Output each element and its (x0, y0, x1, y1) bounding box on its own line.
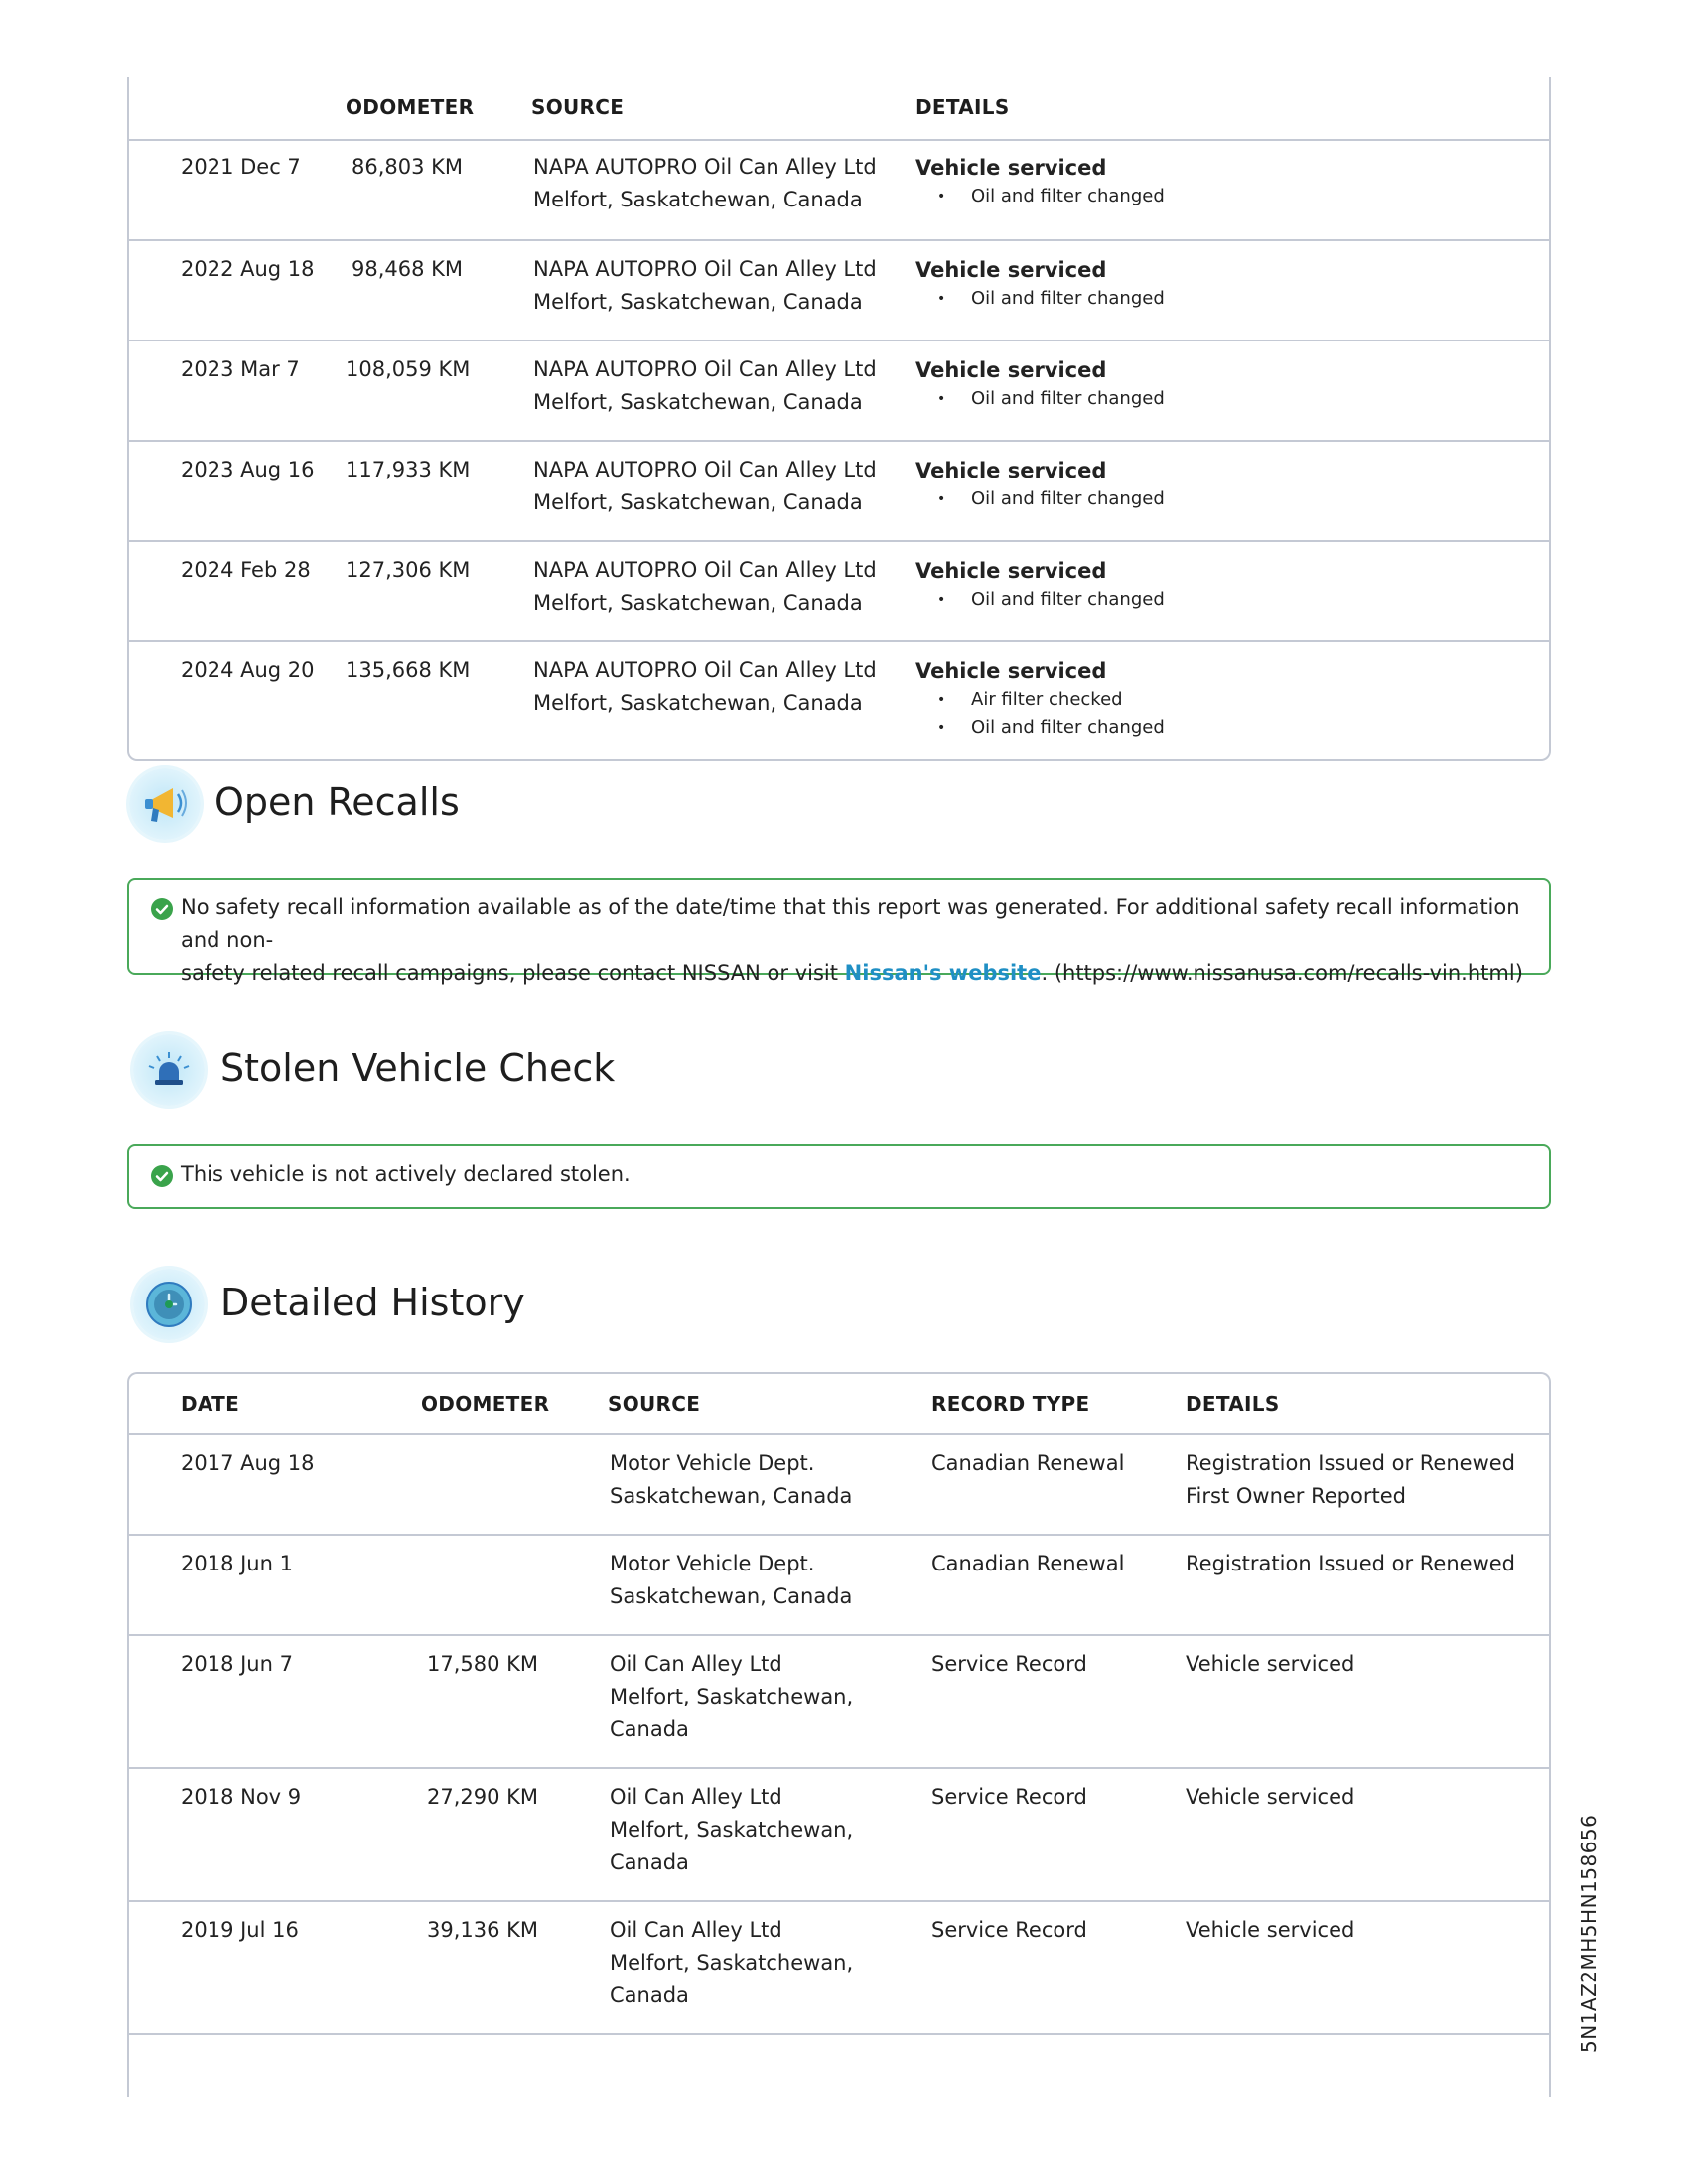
source-cell: Oil Can Alley Ltd Melfort, Saskatchewan, Canada (610, 1785, 854, 1874)
table-header (129, 77, 1549, 141)
stolen-check-title: Stolen Vehicle Check (220, 1046, 616, 1090)
details-header: DETAILS (915, 95, 1010, 119)
date-cell: 2024 Feb 28 (181, 558, 311, 582)
odometer-cell: 98,468 KM (352, 257, 464, 281)
recall-status-box (127, 878, 1551, 985)
date-cell: 2021 Dec 7 (181, 155, 301, 179)
detailed-history-table (127, 1372, 1551, 2097)
stolen-status-box (127, 1144, 1551, 1209)
recall-message: No safety recall information available as of the date/time that this report was generated. For additional safety recall information and non- safety related recall campaigns, please contact NISSAN or visit Nissan's website. (https://www.nissanusa.com/recalls-vin.html) (181, 895, 1523, 985)
date-cell: 2023 Aug 16 (181, 458, 315, 481)
detail-item: • Oil and filter changed (915, 485, 1165, 513)
table-row (129, 540, 1549, 642)
record-type-header: RECORD TYPE (931, 1392, 1090, 1416)
date-cell: 2019 Jul 16 (181, 1918, 299, 1942)
source-cell: NAPA AUTOPRO Oil Can Alley Ltd Melfort, Saskatchewan, Canada (533, 257, 877, 314)
record-type-cell: Canadian Renewal (931, 1451, 1125, 1475)
record-type-cell: Service Record (931, 1785, 1087, 1809)
megaphone-icon (129, 768, 201, 840)
odometer-cell: 17,580 KM (427, 1652, 539, 1676)
details-cell: Registration Issued or Renewed (1186, 1552, 1516, 1575)
date-cell: 2018 Jun 1 (181, 1552, 293, 1575)
detail-item: • Air filter checked (915, 686, 1165, 714)
details-cell (915, 355, 1165, 413)
odometer-cell: 117,933 KM (346, 458, 471, 481)
odometer-header: ODOMETER (346, 95, 475, 119)
details-cell (915, 456, 1165, 513)
date-cell: 2017 Aug 18 (181, 1451, 315, 1475)
table-row (129, 239, 1549, 341)
table-row (129, 440, 1549, 542)
odometer-cell: 27,290 KM (427, 1785, 539, 1809)
detail-item: • Oil and filter changed (915, 285, 1165, 313)
details-cell (915, 255, 1165, 313)
detail-title: Vehicle serviced (915, 459, 1107, 482)
source-header: SOURCE (608, 1392, 701, 1416)
table-row (129, 1900, 1549, 2035)
detail-item: • Oil and filter changed (915, 183, 1165, 210)
siren-icon (133, 1034, 205, 1106)
odometer-cell: 135,668 KM (346, 658, 471, 682)
details-cell (915, 153, 1165, 210)
date-cell: 2018 Nov 9 (181, 1785, 302, 1809)
vin-number: 5N1AZ2MH5HN158656 (1577, 1814, 1601, 2053)
check-circle-icon (151, 1165, 173, 1187)
source-cell: Oil Can Alley Ltd Melfort, Saskatchewan, Canada (610, 1652, 854, 1741)
source-cell: NAPA AUTOPRO Oil Can Alley Ltd Melfort, Saskatchewan, Canada (533, 155, 877, 211)
date-header: DATE (181, 1392, 240, 1416)
odometer-cell: 108,059 KM (346, 357, 471, 381)
stolen-message: This vehicle is not actively declared stolen. (181, 1162, 631, 1186)
detail-item: • Oil and filter changed (915, 586, 1165, 614)
odometer-header: ODOMETER (421, 1392, 550, 1416)
detail-title: Vehicle serviced (915, 156, 1107, 180)
detail-item: • Oil and filter changed (915, 714, 1165, 742)
record-type-cell: Service Record (931, 1918, 1087, 1942)
open-recalls-title: Open Recalls (214, 780, 460, 824)
odometer-cell: 127,306 KM (346, 558, 471, 582)
details-cell: Vehicle serviced (1186, 1652, 1355, 1676)
detail-title: Vehicle serviced (915, 358, 1107, 382)
details-cell: Registration Issued or Renewed First Owner Reported (1186, 1451, 1516, 1508)
detail-title: Vehicle serviced (915, 659, 1107, 683)
detail-title: Vehicle serviced (915, 559, 1107, 583)
service-history-table (127, 77, 1551, 761)
source-header: SOURCE (531, 95, 625, 119)
date-cell: 2022 Aug 18 (181, 257, 315, 281)
table-row (129, 1534, 1549, 1636)
odometer-cell: 39,136 KM (427, 1918, 539, 1942)
table-row (129, 1634, 1549, 1769)
source-cell: NAPA AUTOPRO Oil Can Alley Ltd Melfort, Saskatchewan, Canada (533, 458, 877, 514)
source-cell: NAPA AUTOPRO Oil Can Alley Ltd Melfort, Saskatchewan, Canada (533, 658, 877, 715)
source-cell: NAPA AUTOPRO Oil Can Alley Ltd Melfort, Saskatchewan, Canada (533, 357, 877, 414)
clock-icon (133, 1269, 205, 1340)
source-cell: Motor Vehicle Dept. Saskatchewan, Canada (610, 1552, 853, 1608)
details-cell: Vehicle serviced (1186, 1918, 1355, 1942)
table-row (129, 1433, 1549, 1536)
table-row (129, 640, 1549, 763)
detailed-history-title: Detailed History (220, 1281, 525, 1324)
source-cell: NAPA AUTOPRO Oil Can Alley Ltd Melfort, Saskatchewan, Canada (533, 558, 877, 614)
details-header: DETAILS (1186, 1392, 1280, 1416)
check-circle-icon (151, 898, 173, 920)
table-header (129, 1374, 1549, 1435)
nissan-website-link[interactable]: Nissan's website (844, 961, 1042, 985)
details-cell (915, 656, 1165, 742)
source-cell: Oil Can Alley Ltd Melfort, Saskatchewan, Canada (610, 1918, 854, 2007)
date-cell: 2024 Aug 20 (181, 658, 315, 682)
details-cell (915, 556, 1165, 614)
record-type-cell: Canadian Renewal (931, 1552, 1125, 1575)
table-row (129, 139, 1549, 241)
odometer-cell: 86,803 KM (352, 155, 464, 179)
source-cell: Motor Vehicle Dept. Saskatchewan, Canada (610, 1451, 853, 1508)
table-row (129, 340, 1549, 442)
table-row (129, 1767, 1549, 1902)
date-cell: 2023 Mar 7 (181, 357, 300, 381)
detail-title: Vehicle serviced (915, 258, 1107, 282)
detail-item: • Oil and filter changed (915, 385, 1165, 413)
details-cell: Vehicle serviced (1186, 1785, 1355, 1809)
date-cell: 2018 Jun 7 (181, 1652, 293, 1676)
record-type-cell: Service Record (931, 1652, 1087, 1676)
